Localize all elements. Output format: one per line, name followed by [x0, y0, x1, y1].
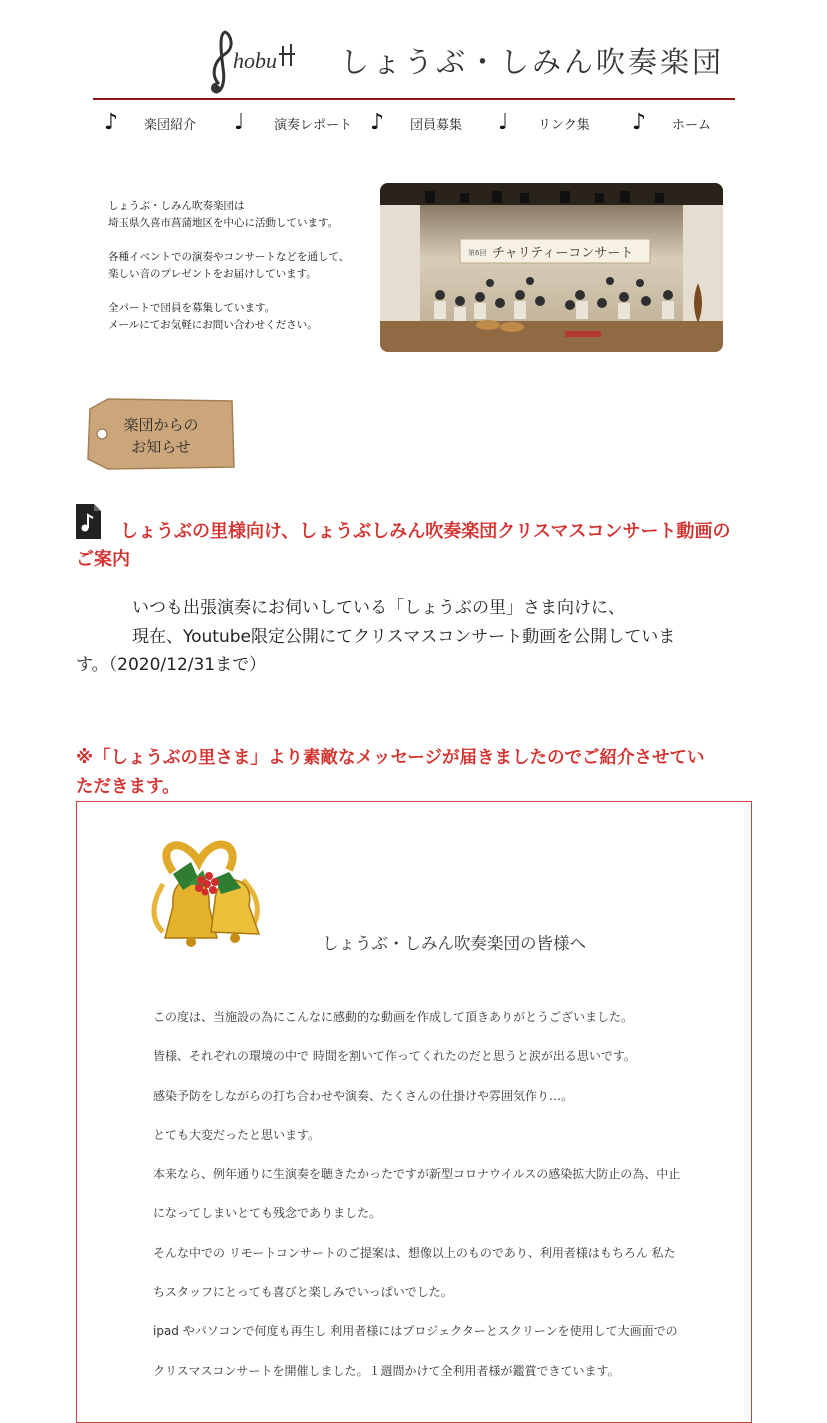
nav-item-home[interactable] [632, 108, 711, 138]
concert-photo [380, 183, 723, 352]
letter-line: 本来なら、例年通りに生演奏を聴きたかったですが新型コロナウイルスの感染拡大防止の為、中止 [153, 1167, 681, 1182]
letter-line: この度は、当施設の為にこんなに感動的な動画を作成して頂きありがとうございました。 [153, 1010, 634, 1024]
intro-line: 埼玉県久喜市菖蒲地区を中心に活動しています。 [108, 217, 339, 229]
eighth-note-icon: ♪ [370, 110, 385, 135]
eighth-note-icon: ♪ [104, 110, 119, 135]
news-title[interactable] [76, 518, 756, 574]
nav-label: リンク集 [538, 117, 590, 133]
main-nav [100, 108, 740, 138]
header-divider [93, 98, 735, 100]
letter-line: ipad やパソコンで何度も再生し 利用者様にはプロジェクターとスクリーンを使用して大画面での [153, 1324, 678, 1339]
notice-tag [86, 397, 236, 471]
message-intro-note [76, 744, 756, 802]
letter-line: そんな中での リモートコンサートのご提案は、想像以上のものであり、利用者様はもちろん 私た [153, 1245, 676, 1260]
body-line: 現在、Youtube限定公開にてクリスマスコンサート動画を公開していま [132, 626, 676, 647]
nav-item-links[interactable] [498, 108, 590, 138]
nav-label: 演奏レポート [274, 117, 353, 133]
news-title-line: しょうぶの里様向け、しょうぶしみん吹奏楽団クリスマスコンサート動画の [120, 521, 731, 542]
nav-label: 団員募集 [410, 117, 463, 133]
intro-line: メールにてお気軽にお問い合わせください。 [108, 319, 318, 331]
letter-line: 感染予防をしながらの打ち合わせや演奏、たくさんの仕掛けや雰囲気作り…。 [153, 1088, 574, 1103]
tag-line: 楽団からの [123, 416, 199, 434]
message-letter [76, 801, 752, 1423]
nav-item-about[interactable] [104, 108, 196, 138]
intro-text [108, 198, 368, 351]
intro-line: 楽しい音のプレゼントをお届けしています。 [108, 268, 317, 280]
body-line: いつも出張演奏にお伺いしている「しょうぶの里」さま向けに、 [132, 598, 625, 618]
article-body [76, 594, 756, 680]
tag-line: お知らせ [131, 438, 191, 456]
note-line: ※「しょうぶの里さま」より素敵なメッセージが届きましたのでご紹介させてい [76, 748, 705, 768]
christmas-bells-icon [143, 834, 273, 962]
site-title: しょうぶ・しみん吹奏楽団 [340, 45, 725, 79]
site-logo[interactable] [205, 24, 305, 96]
note-line: ただきます。 [76, 777, 180, 797]
letter-line: とても大変だったと思います。 [153, 1127, 321, 1142]
letter-line: ちスタッフにとっても喜びと楽しみでいっぱいでした。 [153, 1285, 453, 1300]
banner-text: チャリティーコンサート [492, 246, 634, 261]
body-line: す。（2020/12/31まで） [76, 655, 267, 675]
quarter-note-icon: ♩ [234, 110, 245, 135]
treble-clef-logo-icon [205, 24, 305, 96]
nav-label: ホーム [672, 117, 712, 133]
intro-line: 全パートで団員を募集しています。 [108, 302, 276, 314]
letter-line: クリスマスコンサートを開催しました。１週間かけて全利用者様が鑑賞できています。 [153, 1363, 620, 1378]
eighth-note-icon: ♪ [632, 110, 647, 135]
banner-small-text: 第6回 [468, 249, 487, 257]
letter-line: 皆様、それぞれの環境の中で 時間を割いて作ってくれたのだと思うと涙が出る思いです。 [153, 1049, 636, 1064]
letter-title: しょうぶ・しみん吹奏楽団の皆様へ [322, 934, 586, 953]
intro-line: 各種イベントでの演奏やコンサートなどを通して、 [108, 251, 350, 263]
letter-line: になってしまいとても残念でありました。 [153, 1206, 382, 1221]
news-title-line: ご案内 [76, 549, 130, 570]
intro-line: しょうぶ・しみん吹奏楽団は [108, 200, 245, 212]
nav-label: 楽団紹介 [144, 117, 197, 133]
logo-text: hobu [233, 48, 277, 73]
nav-item-recruit[interactable] [370, 108, 462, 138]
letter-body [153, 1008, 733, 1401]
quarter-note-icon: ♩ [498, 110, 509, 135]
nav-item-report[interactable] [234, 108, 352, 138]
